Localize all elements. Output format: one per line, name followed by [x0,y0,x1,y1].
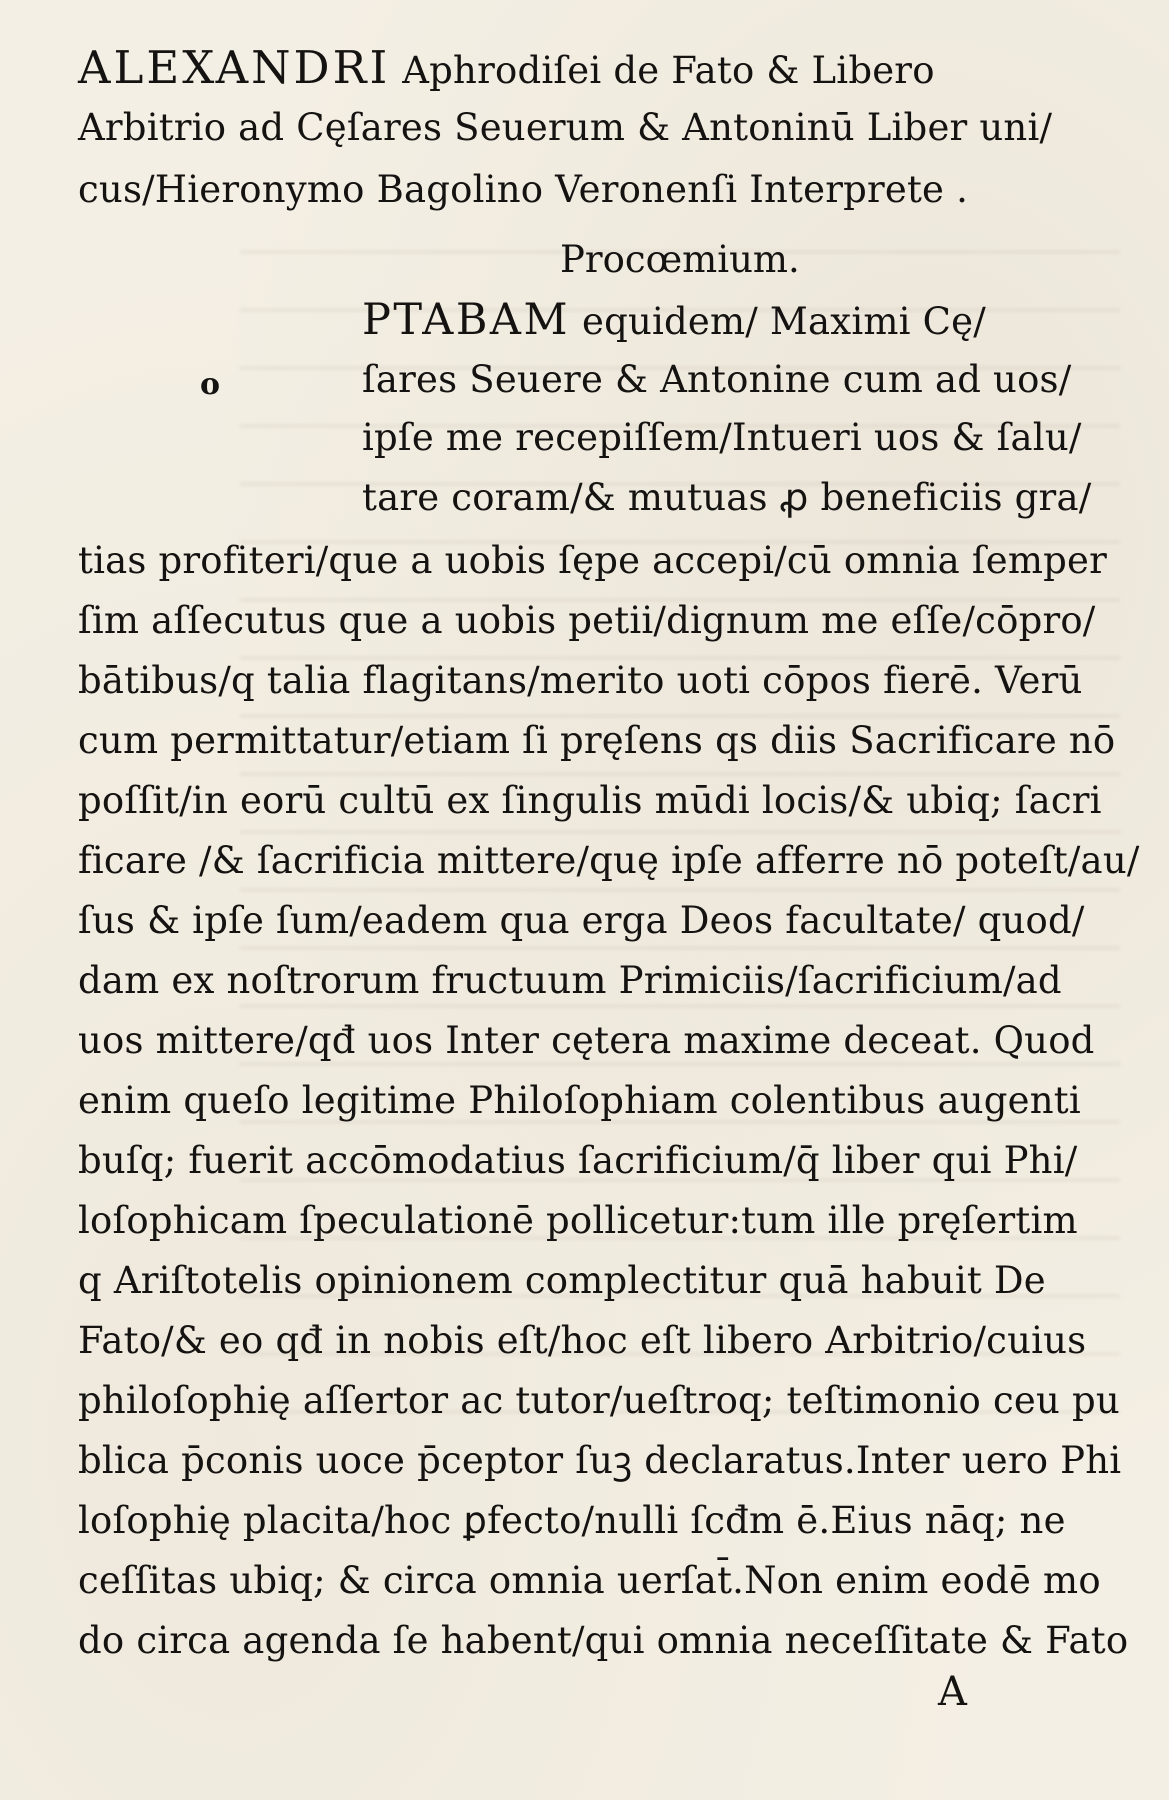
body-line: poſſit/in eorū cultū ex ſingulis mūdi locis/& ubiq; ſacri [78,779,1102,822]
body-line: loſophię placita/hoc ꝑfecto/nulli ſcđm ē.Eius nāq; ne [78,1499,1066,1542]
incipit-line-4: tare coram/& mutuas ꝓ beneficiis gra/ [362,476,1092,519]
title-line-2: Arbitrio ad Cęſares Seuerum & Antoninū Liber uni/ [78,106,1053,149]
body-line: bātibus/q talia flagitans/merito uoti cōpos fierē. Verū [78,659,1083,702]
body-line: cum permittatur/etiam ſi pręſens qs diis Sacrificare nō [78,719,1116,762]
body-line: ſim aſſecutus que a uobis petii/dignum me eſſe/cōpro/ [78,599,1096,642]
body-line: philoſophię aſſertor ac tutor/ueſtroq; teſtimonio ceu pu [78,1379,1120,1422]
incipit-line-2: ſares Seuere & Antonine cum ad uos/ [362,358,1072,401]
signature-mark: A [938,1669,968,1715]
body-line: dam ex noſtrorum fructuum Primiciis/ſacrificium/ad [78,959,1062,1002]
section-heading: Procœmium. [560,238,800,281]
body-line: blica p̄conis uoce p̄ceptor ſuꝫ declaratus.Inter uero Phi [78,1439,1122,1482]
title-line-3: cus/Hieronymo Bagolino Veronenſi Interprete . [78,168,969,211]
body-line: uos mittere/qđ uos Inter cętera maxime deceat. Quod [78,1019,1095,1062]
body-line: ficare /& ſacrificia mittere/quę ipſe afferre nō poteſt/au/ [78,839,1140,882]
body-line: Fato/& eo qđ in nobis eſt/hoc eſt libero Arbitrio/cuius [78,1319,1087,1362]
body-line: buſq; fuerit accōmodatius ſacrificium/q̄ liber qui Phi/ [78,1139,1078,1182]
title-first-word: ALEXANDRI [78,41,391,94]
incipit-line-1 [362,296,986,346]
title-line-1 [78,41,935,95]
incipit-line-1-rest: equidem/ Maximi Cę/ [581,300,986,343]
incipit-line-3: ipſe me recepiſſem/Intueri uos & ſalu/ [362,416,1082,459]
body-line: ſus & ipſe ſum/eadem qua erga Deos facultate/ quod/ [78,899,1085,942]
body-line: loſophicam ſpeculationē pollicetur:tum ille pręſertim [78,1199,1078,1242]
body-line: tias profiteri/que a uobis ſępe accepi/cū omnia ſemper [78,539,1108,582]
body-line: enim queſo legitime Philoſophiam colentibus augenti [78,1079,1081,1122]
incipit-opening-word: PTABAM [362,295,570,345]
guide-letter: o [200,367,221,402]
body-line: q Ariſtotelis opinionem complectitur quā habuit De [78,1259,1046,1302]
title-line-1-rest: Aphrodiſei de Fato & Libero [402,49,935,92]
body-line: ceſſitas ubiq; & circa omnia uerſat̄.Non enim eodē mo [78,1559,1101,1602]
body-line: do circa agenda ſe habent/qui omnia neceſſitate & Fato [78,1619,1129,1662]
